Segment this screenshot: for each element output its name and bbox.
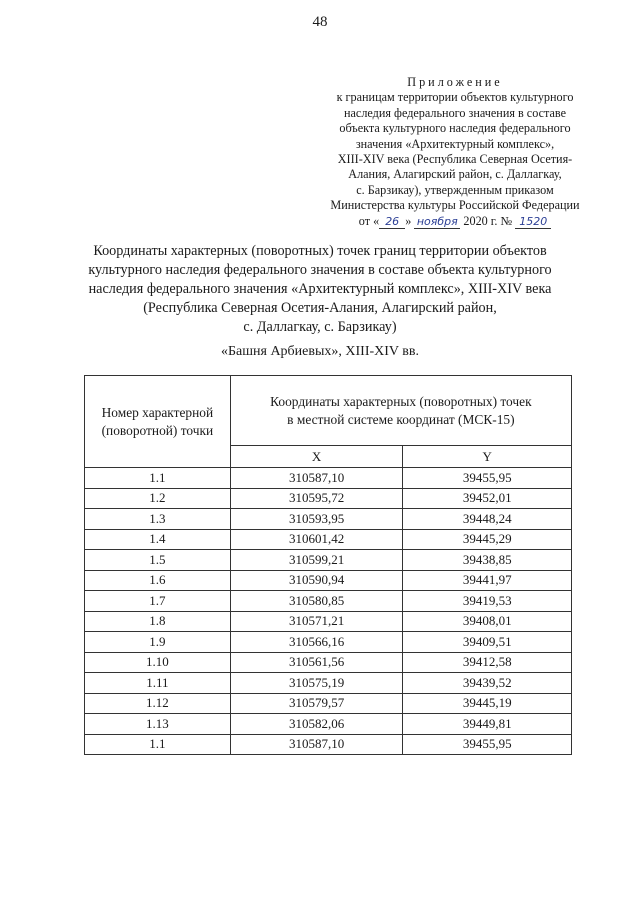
y-coordinate-cell: 39449,81 <box>403 714 572 735</box>
annex-line: объекта культурного наследия федерального <box>339 121 571 136</box>
table-row <box>85 632 572 653</box>
table-row <box>85 714 572 735</box>
x-coordinate-cell: 310587,10 <box>230 468 403 489</box>
annex-line: наследия федерального значения в составе <box>344 105 566 120</box>
order-year-label: 2020 г. № <box>463 213 513 228</box>
y-coordinate-cell: 39448,24 <box>403 509 572 530</box>
table-header-row <box>85 376 572 446</box>
table-row <box>85 509 572 530</box>
y-coordinate-cell: 39419,53 <box>403 591 572 612</box>
point-number-cell: 1.10 <box>85 652 231 673</box>
order-date-line <box>300 214 610 229</box>
y-coordinate-cell: 39439,52 <box>403 673 572 694</box>
order-date-prefix: от « <box>358 213 380 228</box>
table-row <box>85 591 572 612</box>
x-coordinate-cell: 310579,57 <box>230 693 403 714</box>
point-number-cell: 1.1 <box>85 734 231 755</box>
x-coordinate-cell: 310582,06 <box>230 714 403 735</box>
x-coordinate-cell: 310593,95 <box>230 509 403 530</box>
table-row <box>85 734 572 755</box>
table-row <box>85 468 572 489</box>
handwritten-day: 26 <box>379 216 405 229</box>
point-number-cell: 1.7 <box>85 591 231 612</box>
x-coordinate-cell: 310566,16 <box>230 632 403 653</box>
table-row <box>85 550 572 571</box>
annex-line: значения «Архитектурный комплекс», <box>355 136 555 151</box>
order-date-mid: » <box>405 213 412 228</box>
y-coordinate-cell: 39445,19 <box>403 693 572 714</box>
y-coordinate-cell: 39412,58 <box>403 652 572 673</box>
y-coordinate-cell: 39452,01 <box>403 488 572 509</box>
x-coordinate-cell: 310587,10 <box>230 734 403 755</box>
document-title-line: с. Даллагкау, с. Барзикау) <box>243 319 397 335</box>
point-number-cell: 1.3 <box>85 509 231 530</box>
y-coordinate-cell: 39438,85 <box>403 550 572 571</box>
object-subtitle: «Башня Арбиевых», XIII-XIV вв. <box>220 344 420 359</box>
document-title-line: наследия федерального значения «Архитектурный комплекс», XIII-XIV века <box>88 281 552 297</box>
x-coordinate-cell: 310601,42 <box>230 529 403 550</box>
y-coordinate-cell: 39408,01 <box>403 611 572 632</box>
point-number-cell: 1.4 <box>85 529 231 550</box>
y-coordinate-cell: 39409,51 <box>403 632 572 653</box>
y-coordinate-cell: 39455,95 <box>403 734 572 755</box>
coordinates-header: Координаты характерных (поворотных) точек в местной системе координат (МСК-15) <box>230 376 571 446</box>
document-title <box>60 242 580 337</box>
table-row <box>85 673 572 694</box>
point-number-cell: 1.5 <box>85 550 231 571</box>
point-number-cell: 1.2 <box>85 488 231 509</box>
point-number-cell: 1.6 <box>85 570 231 591</box>
annex-title: Приложение <box>407 75 503 89</box>
handwritten-month: ноября <box>414 216 460 229</box>
annex-line: с. Барзикау), утвержденным приказом <box>356 182 554 197</box>
annex-block <box>300 75 610 229</box>
y-coordinate-cell: 39445,29 <box>403 529 572 550</box>
annex-line: Алания, Алагирский район, с. Даллагкау, <box>348 167 562 182</box>
x-coordinate-cell: 310575,19 <box>230 673 403 694</box>
table-row <box>85 570 572 591</box>
table-row <box>85 529 572 550</box>
handwritten-order-number: 1520 <box>515 216 551 229</box>
annex-line: XIII-XIV века (Республика Северная Осетия- <box>337 152 573 167</box>
table-row <box>85 488 572 509</box>
x-coordinate-cell: 310580,85 <box>230 591 403 612</box>
x-coordinate-cell: 310599,21 <box>230 550 403 571</box>
table-row <box>85 693 572 714</box>
table-body <box>85 468 572 755</box>
y-coordinate-cell: 39441,97 <box>403 570 572 591</box>
annex-line: к границам территории объектов культурного <box>336 90 574 105</box>
x-coordinate-cell: 310595,72 <box>230 488 403 509</box>
table-row <box>85 611 572 632</box>
point-number-cell: 1.8 <box>85 611 231 632</box>
table-row <box>85 652 572 673</box>
point-number-cell: 1.11 <box>85 673 231 694</box>
document-title-line: культурного наследия федерального значения в составе объекта культурного <box>88 262 552 278</box>
x-coordinate-cell: 310571,21 <box>230 611 403 632</box>
point-number-cell: 1.12 <box>85 693 231 714</box>
x-column-header: X <box>230 446 403 468</box>
annex-line: Министерства культуры Российской Федерации <box>330 198 580 213</box>
y-coordinate-cell: 39455,95 <box>403 468 572 489</box>
point-number-cell: 1.9 <box>85 632 231 653</box>
point-number-header: Номер характерной (поворотной) точки <box>85 376 231 468</box>
y-column-header: Y <box>403 446 572 468</box>
point-number-cell: 1.1 <box>85 468 231 489</box>
page-number: 48 <box>312 14 328 30</box>
coordinates-table <box>84 375 572 755</box>
point-number-cell: 1.13 <box>85 714 231 735</box>
document-title-line: (Республика Северная Осетия-Алания, Алагирский район, <box>143 300 497 316</box>
document-title-line: Координаты характерных (поворотных) точек границ территории объектов <box>93 243 547 259</box>
x-coordinate-cell: 310590,94 <box>230 570 403 591</box>
x-coordinate-cell: 310561,56 <box>230 652 403 673</box>
